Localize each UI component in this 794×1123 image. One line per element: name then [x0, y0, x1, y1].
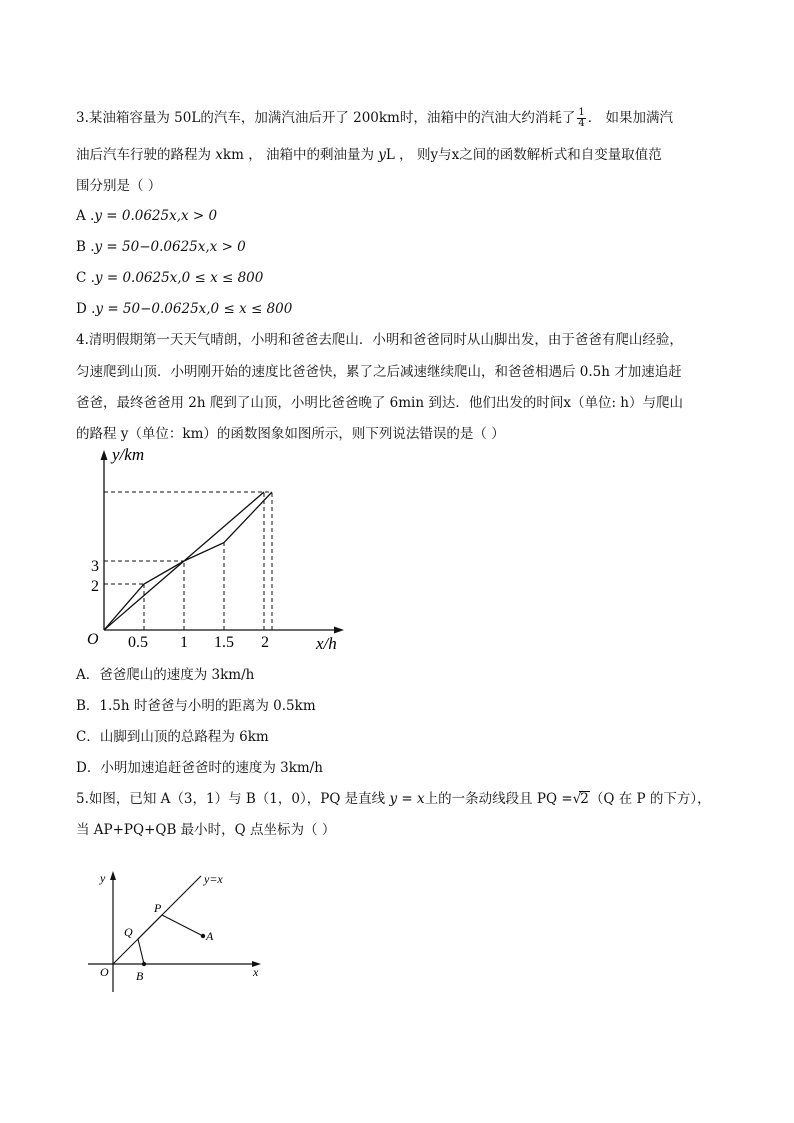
segment-ap [162, 915, 203, 936]
series-line-1 [104, 492, 272, 630]
point-q-label: Q [124, 925, 133, 939]
line-label: y=x [204, 872, 223, 886]
sqrt-symbol: √ [572, 791, 582, 807]
q4-option-b: B．1.5h 时爸爸与小明的距离为 0.5km [76, 698, 316, 714]
y-tick-3: 3 [91, 558, 99, 575]
q4-line-1: 4.清明假期第一天天气晴朗，小明和爸爸去爬山．小明和爸爸同时从山脚出发，由于爸爸有爬山经验， [76, 332, 683, 348]
y-axis-arrow [110, 871, 116, 880]
q3-line-2: 油后汽车行驶的路程为 xkm ， 油箱中的剩油量为 yL ， 则y与x之间的函数解析式和自变量取值范 [76, 147, 662, 163]
q5-geometry-figure [82, 866, 282, 996]
origin-label: O [100, 965, 109, 979]
q5-line-1: 5.如图，已知 A（3，1）与 B（1，0），PQ 是直线 y = x上的一条动线段且 PQ =√2（Q 在 P 的下方）， [76, 791, 711, 807]
x-tick-0.5: 0.5 [128, 634, 148, 651]
q4-option-d: D．小明加速追赶爸爸时的速度为 3km/h [76, 760, 323, 776]
q3-line-1: 3.某油箱容量为 50L的汽车，加满汽油后开了 200km时，油箱中的汽油大约消耗了 $\frac{1}{4}$ ． 如果加满汽 [76, 107, 674, 129]
point-a [201, 934, 205, 938]
x-tick-1: 1 [180, 634, 188, 651]
fraction-one-quarter: $\frac{1}{4}$ [578, 107, 585, 129]
point-b [142, 962, 146, 966]
q4-option-a: A．爸爸爬山的速度为 3km/h [76, 667, 255, 683]
y-label: y [100, 871, 106, 885]
q3-option-a: A .y = 0.0625x,x > 0 [76, 208, 218, 224]
segment-pq [138, 915, 162, 939]
origin-label: O [87, 631, 99, 648]
point-p-label: P [154, 901, 162, 915]
x-tick-2: 2 [261, 634, 269, 651]
y-axis-arrow [101, 450, 108, 460]
x-tick-1.5: 1.5 [214, 634, 234, 651]
y-tick-2: 2 [91, 578, 99, 595]
q4-line-2: 匀速爬到山顶．小明刚开始的速度比爸爸快，累了之后减速继续爬山，和爸爸相遇后 0.5h 才加速追赶 [76, 364, 682, 380]
q5-line-2: 当 AP+PQ+QB 最小时，Q 点坐标为（ ） [76, 822, 336, 838]
q3-option-d: D .y = 50−0.0625x,0 ≤ x ≤ 800 [76, 301, 293, 317]
q3-option-b: B .y = 50−0.0625x,x > 0 [76, 239, 246, 255]
point-b-label: B [136, 969, 144, 983]
segment-qb [138, 939, 144, 964]
q4-option-c: C．山脚到山顶的总路程为 6km [76, 729, 269, 745]
q4-line-4: 的路程 y（单位：km）的函数图象如图所示，则下列说法错误的是（ ） [76, 426, 505, 442]
x-label: x [253, 965, 259, 979]
y-axis-label: y/km [112, 445, 145, 464]
q3-line-3: 围分别是（ ） [76, 178, 162, 194]
q3-option-c: C .y = 0.0625x,0 ≤ x ≤ 800 [76, 270, 264, 286]
q4-function-graph [76, 445, 376, 658]
point-a-label: A [206, 929, 214, 943]
q4-line-3: 爸爸，最终爸爸用 2h 爬到了山顶，小明比爸爸晚了 6min 到达．他们出发的时间x（单位: h）与爬山 [76, 395, 683, 411]
x-axis-arrow [334, 627, 344, 634]
x-axis-label: x/h [316, 634, 337, 653]
